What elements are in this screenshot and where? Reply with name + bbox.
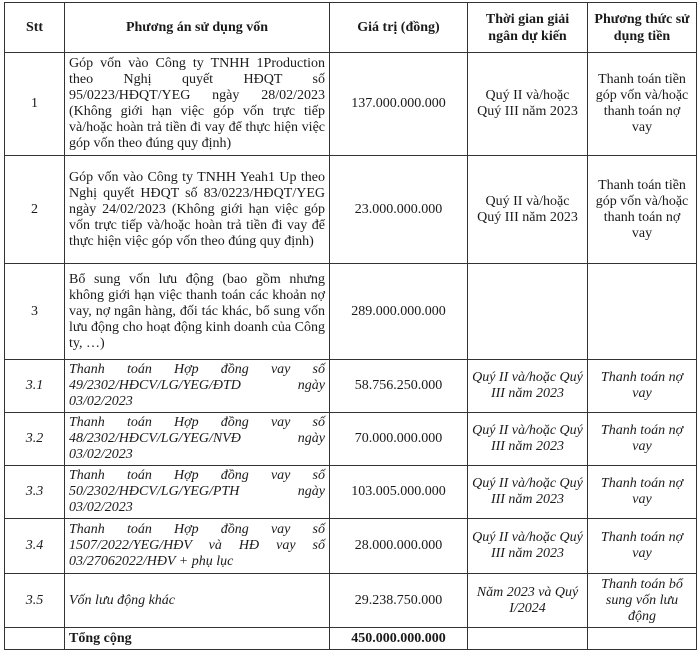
row-plan: Thanh toán Hợp đồng vay số 48/2302/HĐCV/LG/YEG/NVĐ ngày 03/02/2023 — [65, 413, 330, 466]
row-plan: Góp vốn vào Công ty TNHH 1Production theo Nghị quyết HĐQT số 95/0223/HĐQT/YEG ngày 28/02/2023 (Không giới hạn việc góp vốn trực tiếp và/hoặc hoàn trả tiền đi vay để thực hiện việc góp vốn theo đúng quy định) — [65, 53, 330, 156]
row-time: Quý II và/hoặc Quý III năm 2023 — [468, 413, 588, 466]
row-method: Thanh toán nợ vay — [588, 413, 697, 466]
row-stt: 3.5 — [5, 574, 65, 628]
row-value: 103.005.000.000 — [330, 466, 468, 519]
row-method — [588, 264, 697, 360]
row-time: Quý II và/hoặc Quý III năm 2023 — [468, 466, 588, 519]
table-row — [5, 360, 697, 413]
row-value: 29.238.750.000 — [330, 574, 468, 628]
row-value: 289.000.000.000 — [330, 264, 468, 360]
table-row — [5, 53, 697, 156]
row-plan: Bổ sung vốn lưu động (bao gồm nhưng không giới hạn việc thanh toán các khoản nợ vay, nợ ngân hàng, đối tác khác, bổ sung vốn lưu động cho hoạt động kinh doanh của Công ty, …) — [65, 264, 330, 360]
table-row — [5, 413, 697, 466]
header-method: Phương thức sử dụng tiền — [588, 3, 697, 53]
row-value: 28.000.000.000 — [330, 519, 468, 574]
row-time — [468, 264, 588, 360]
row-method: Thanh toán tiền góp vốn và/hoặc thanh toán nợ vay — [588, 53, 697, 156]
table-row — [5, 156, 697, 264]
row-value: 137.000.000.000 — [330, 53, 468, 156]
total-row — [5, 628, 697, 650]
header-plan: Phương án sử dụng vốn — [65, 3, 330, 53]
row-value: 58.756.250.000 — [330, 360, 468, 413]
row-method: Thanh toán tiền góp vốn và/hoặc thanh toán nợ vay — [588, 156, 697, 264]
row-time: Quý II và/hoặc Quý III năm 2023 — [468, 156, 588, 264]
row-value: 70.000.000.000 — [330, 413, 468, 466]
row-stt: 1 — [5, 53, 65, 156]
table-row — [5, 519, 697, 574]
header-stt: Stt — [5, 3, 65, 53]
row-stt: 3.2 — [5, 413, 65, 466]
row-method: Thanh toán bổ sung vốn lưu động — [588, 574, 697, 628]
row-stt: 3.3 — [5, 466, 65, 519]
row-time: Quý II và/hoặc Quý III năm 2023 — [468, 53, 588, 156]
table-row — [5, 574, 697, 628]
table-row — [5, 466, 697, 519]
header-time: Thời gian giải ngân dự kiến — [468, 3, 588, 53]
capital-use-table — [4, 2, 697, 650]
header-row — [5, 3, 697, 53]
row-value: 23.000.000.000 — [330, 156, 468, 264]
total-stt — [5, 628, 65, 650]
row-time: Quý II và/hoặc Quý III năm 2023 — [468, 519, 588, 574]
total-time — [468, 628, 588, 650]
row-stt: 3.1 — [5, 360, 65, 413]
row-plan: Thanh toán Hợp đồng vay số 49/2302/HĐCV/LG/YEG/ĐTD ngày 03/02/2023 — [65, 360, 330, 413]
row-plan: Góp vốn vào Công ty TNHH Yeah1 Up theo Nghị quyết HĐQT số 83/0223/HĐQT/YEG ngày 24/02/2023 (Không giới hạn việc góp vốn trực tiếp và/hoặc hoàn trả tiền đi vay để thực hiện việc góp vốn theo đúng quy định) — [65, 156, 330, 264]
total-method — [588, 628, 697, 650]
row-stt: 2 — [5, 156, 65, 264]
row-method: Thanh toán nợ vay — [588, 360, 697, 413]
row-method: Thanh toán nợ vay — [588, 466, 697, 519]
row-time: Quý II và/hoặc Quý III năm 2023 — [468, 360, 588, 413]
row-method: Thanh toán nợ vay — [588, 519, 697, 574]
table-row — [5, 264, 697, 360]
row-stt: 3.4 — [5, 519, 65, 574]
header-value: Giá trị (đồng) — [330, 3, 468, 53]
row-plan: Vốn lưu động khác — [65, 574, 330, 628]
row-stt: 3 — [5, 264, 65, 360]
row-time: Năm 2023 và Quý I/2024 — [468, 574, 588, 628]
row-plan: Thanh toán Hợp đồng vay số 50/2302/HĐCV/LG/YEG/PTH ngày 03/02/2023 — [65, 466, 330, 519]
row-plan: Thanh toán Hợp đồng vay số 1507/2022/YEG/HĐV và HĐ vay số 03/27062022/HĐV + phụ lục — [65, 519, 330, 574]
total-value: 450.000.000.000 — [330, 628, 468, 650]
total-label: Tổng cộng — [65, 628, 330, 650]
